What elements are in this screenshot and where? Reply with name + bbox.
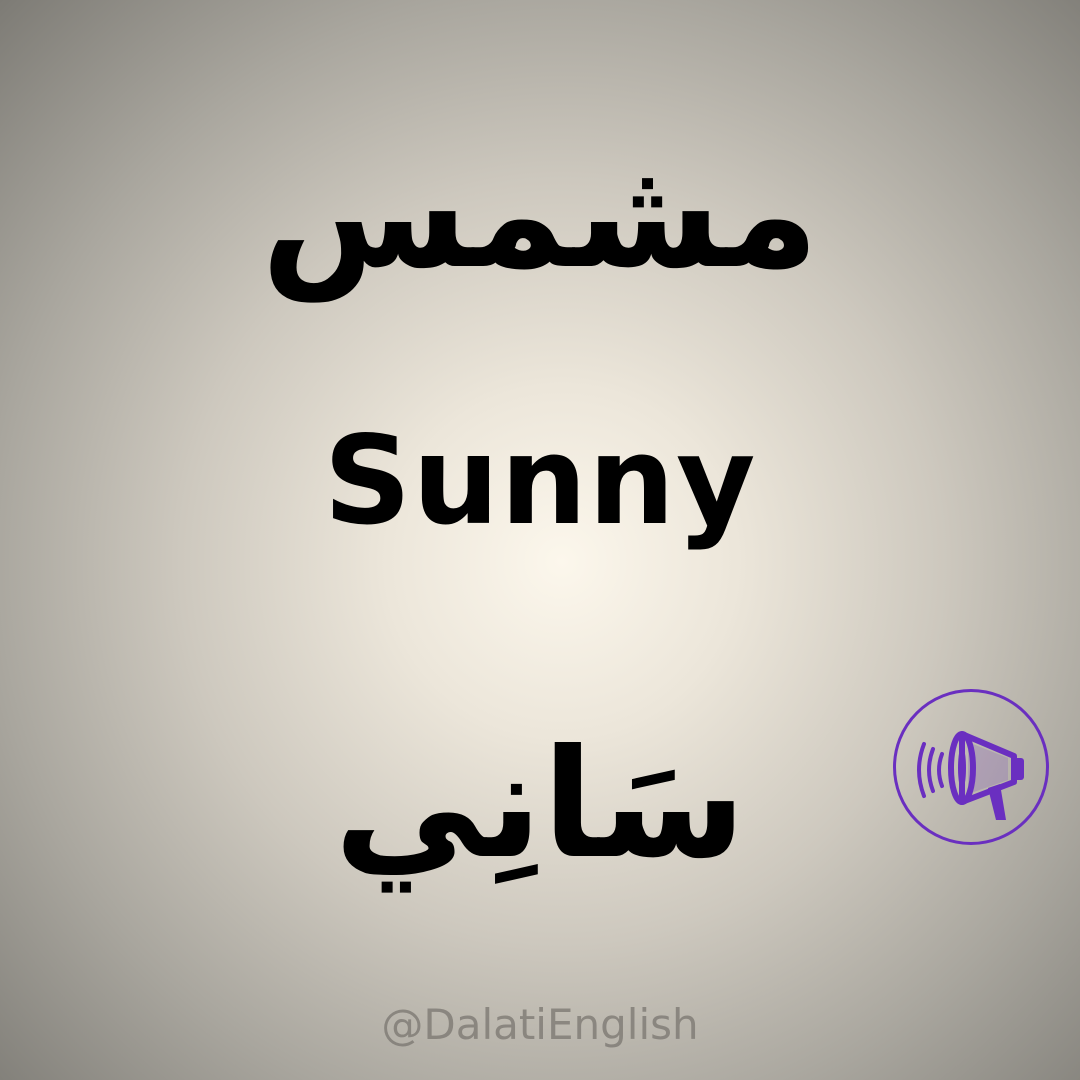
pronunciation-text: سَانِي: [334, 718, 746, 892]
megaphone-icon: [896, 692, 1052, 848]
arabic-word: مشمس: [260, 128, 820, 302]
watermark: @DalatiEnglish: [381, 1000, 699, 1049]
english-word: Sunny: [323, 410, 757, 552]
play-audio-button[interactable]: [893, 689, 1049, 845]
